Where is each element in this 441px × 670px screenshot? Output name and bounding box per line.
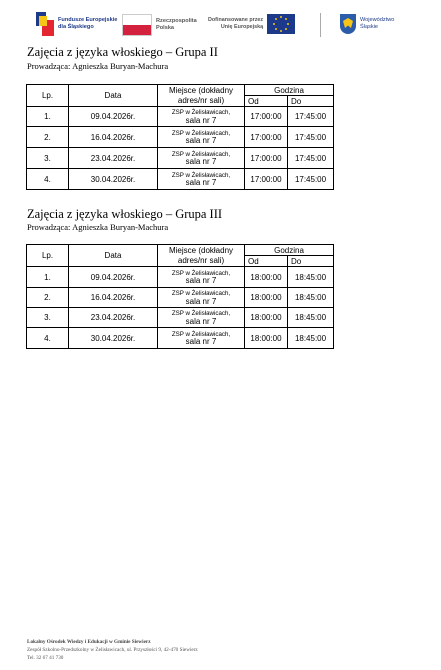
silesia-crest-icon bbox=[340, 14, 356, 34]
row-date: 16.04.2026r. bbox=[69, 127, 158, 148]
row-date: 30.04.2026r. bbox=[69, 328, 158, 349]
group3-table bbox=[26, 244, 334, 349]
row-place-room: sala nr 7 bbox=[185, 178, 217, 187]
row-place-address: ZSP w Żelisławicach, bbox=[171, 330, 231, 338]
row-place bbox=[158, 127, 245, 148]
row-place bbox=[158, 169, 245, 190]
row-place-room: sala nr 7 bbox=[185, 337, 217, 346]
row-date: 09.04.2026r. bbox=[69, 267, 158, 288]
col-header-lp: Lp. bbox=[27, 245, 69, 267]
row-date: 30.04.2026r. bbox=[69, 169, 158, 190]
row-from: 17:00:00 bbox=[245, 169, 288, 190]
eu-logo bbox=[208, 14, 295, 34]
col-header-lp: Lp. bbox=[27, 85, 69, 107]
row-place-room: sala nr 7 bbox=[185, 136, 217, 145]
col-header-place: Miejsce (dokładny adres/nr sali) bbox=[158, 245, 245, 267]
row-place-room: sala nr 7 bbox=[185, 296, 217, 306]
polish-flag-icon bbox=[122, 14, 152, 36]
row-place bbox=[158, 328, 245, 349]
col-header-hour: Godzina bbox=[245, 85, 334, 96]
row-from: 17:00:00 bbox=[245, 127, 288, 148]
group2-table bbox=[26, 84, 334, 190]
row-place bbox=[158, 107, 245, 127]
row-place-address: ZSP w Żelisławicach, bbox=[171, 109, 231, 116]
row-place-address: ZSP w Żelisławicach, bbox=[171, 290, 231, 297]
row-place-address: ZSP w Żelisławicach, bbox=[171, 310, 231, 317]
row-date: 23.04.2026r. bbox=[69, 148, 158, 169]
row-from: 18:00:00 bbox=[245, 288, 288, 308]
table-row bbox=[27, 169, 334, 190]
row-lp: 1. bbox=[27, 267, 69, 288]
row-to: 18:45:00 bbox=[288, 267, 334, 288]
row-lp: 3. bbox=[27, 148, 69, 169]
table-row bbox=[27, 308, 334, 328]
table-row bbox=[27, 288, 334, 308]
row-to: 17:45:00 bbox=[288, 107, 334, 127]
row-lp: 2. bbox=[27, 288, 69, 308]
col-header-date: Data bbox=[69, 85, 158, 107]
header-logos bbox=[0, 0, 441, 48]
row-date: 09.04.2026r. bbox=[69, 107, 158, 127]
eu-logo-text: Dofinansowane przez Unię Europejską bbox=[208, 17, 264, 30]
logo-separator bbox=[320, 13, 321, 37]
row-lp: 1. bbox=[27, 107, 69, 127]
fundusze-europejskie-logo bbox=[36, 12, 117, 36]
col-header-from: Od bbox=[245, 96, 288, 107]
wojewodztwo-logo bbox=[340, 14, 394, 34]
page-footer bbox=[27, 638, 198, 662]
row-to: 17:45:00 bbox=[288, 169, 334, 190]
row-from: 18:00:00 bbox=[245, 328, 288, 349]
row-place-room: sala nr 7 bbox=[185, 115, 217, 125]
row-from: 18:00:00 bbox=[245, 267, 288, 288]
footer-line-3: Tel. 32 67 41 730 bbox=[27, 655, 64, 661]
group3-leader: Prowadząca: Agnieszka Buryan-Machura bbox=[27, 222, 169, 232]
col-header-date: Data bbox=[69, 245, 158, 267]
table-row bbox=[27, 148, 334, 169]
row-lp: 4. bbox=[27, 328, 69, 349]
row-to: 18:45:00 bbox=[288, 308, 334, 328]
col-header-hour: Godzina bbox=[245, 245, 334, 256]
rp-logo-text: Rzeczpospolita Polska bbox=[156, 18, 197, 31]
row-lp: 2. bbox=[27, 127, 69, 148]
row-date: 16.04.2026r. bbox=[69, 288, 158, 308]
row-place-address: ZSP w Żelisławicach, bbox=[171, 150, 231, 158]
row-place bbox=[158, 267, 245, 288]
row-to: 17:45:00 bbox=[288, 148, 334, 169]
row-place-address: ZSP w Żelisławicach, bbox=[171, 171, 231, 179]
group3-title: Zajęcia z języka włoskiego – Grupa III bbox=[27, 207, 223, 221]
footer-line-2: Zespół Szkolno-Przedszkolny w Żelisławicach, ul. Przyszłości 9, 42-470 Siewierz bbox=[27, 647, 198, 653]
group2-title: Zajęcia z języka włoskiego – Grupa II bbox=[27, 45, 218, 59]
table-row bbox=[27, 267, 334, 288]
footer-line-1: Lokalny Ośrodek Wiedzy i Edukacji w Gminie Siewierz bbox=[27, 639, 151, 645]
table-row bbox=[27, 107, 334, 127]
row-to: 18:45:00 bbox=[288, 288, 334, 308]
table-row bbox=[27, 328, 334, 349]
row-place-address: ZSP w Żelisławicach, bbox=[171, 129, 231, 137]
row-to: 17:45:00 bbox=[288, 127, 334, 148]
row-from: 17:00:00 bbox=[245, 107, 288, 127]
row-date: 23.04.2026r. bbox=[69, 308, 158, 328]
rzeczpospolita-logo bbox=[122, 14, 197, 36]
col-header-place: Miejsce (dokładny adres/nr sali) bbox=[158, 85, 245, 107]
fe-mark-icon bbox=[36, 12, 54, 36]
row-place bbox=[158, 308, 245, 328]
row-to: 18:45:00 bbox=[288, 328, 334, 349]
row-lp: 4. bbox=[27, 169, 69, 190]
row-place-address: ZSP w Żelisławicach, bbox=[171, 269, 231, 277]
eu-flag-icon bbox=[267, 14, 295, 34]
group2-leader: Prowadząca: Agnieszka Buryan-Machura bbox=[27, 61, 169, 71]
row-place-room: sala nr 7 bbox=[185, 157, 217, 166]
row-place-room: sala nr 7 bbox=[185, 316, 217, 326]
col-header-to: Do bbox=[288, 256, 334, 267]
row-from: 18:00:00 bbox=[245, 308, 288, 328]
row-place bbox=[158, 288, 245, 308]
row-from: 17:00:00 bbox=[245, 148, 288, 169]
ws-logo-text: Województwo Śląskie bbox=[360, 17, 395, 30]
fe-logo-text: Fundusze Europejskie dla Śląskiego bbox=[58, 17, 118, 30]
row-place bbox=[158, 148, 245, 169]
col-header-from: Od bbox=[245, 256, 288, 267]
table-row bbox=[27, 127, 334, 148]
col-header-to: Do bbox=[288, 96, 334, 107]
row-place-room: sala nr 7 bbox=[185, 276, 217, 285]
row-lp: 3. bbox=[27, 308, 69, 328]
